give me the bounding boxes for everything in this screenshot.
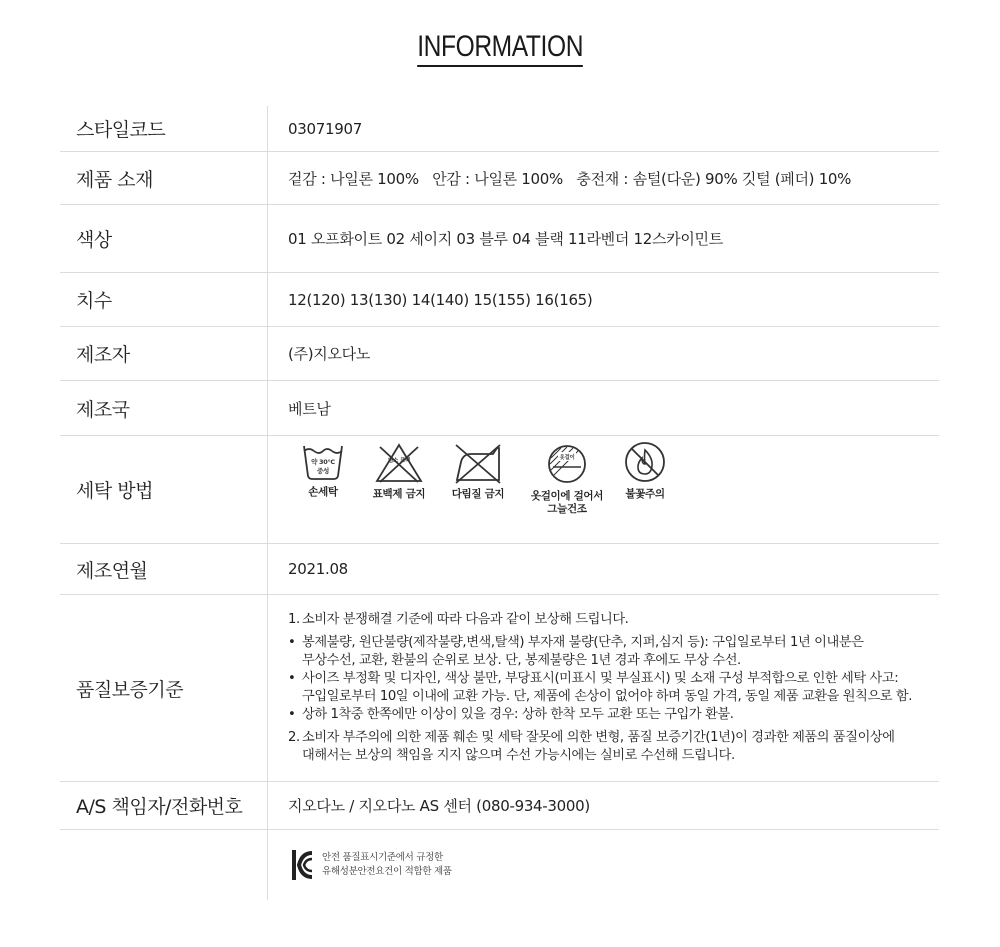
row-maker [60,327,939,381]
list-mark [288,652,302,670]
care-inner-text: 옷걸이 [559,455,575,461]
row-date [60,544,939,595]
care-item-hang-dry [519,442,615,516]
warranty-line [288,652,741,670]
row-label: 제조자 [76,344,130,366]
warranty-text-line: 무상수선, 교환, 환불의 순위로 보상. 단, 봉제불량은 1년 경과 후에도 무상 수선. [302,653,741,668]
list-mark: • [288,635,296,650]
care-icons [268,436,939,543]
warranty-text-line: 소비자 부주의에 의한 제품 훼손 및 세탁 잘못에 의한 변형, 품질 보증기간(1년)이 경과한 제품의 품질이상에 [302,730,895,745]
list-mark: • [288,707,296,722]
warranty-line [288,706,734,724]
care-caption: 다림질 금지 [451,488,505,500]
care-inner-text: 표백 [399,458,411,464]
care-caption-line: 옷걸이에 걸어서 [530,490,604,502]
row-label: 치수 [76,290,112,312]
row-value: 2021.08 [288,560,348,578]
warranty-text-line: 사이즈 부정확 및 디자인, 색상 불만, 부당표시(미표시 및 부실표시) 및 소재 구성 부적합으로 인한 세탁 사고: [302,671,899,686]
warranty-text [268,595,939,781]
row-as [60,782,939,830]
row-label: 제조국 [76,398,130,421]
no-iron-icon [453,442,503,484]
row-value: (주)지오다노 [288,345,371,363]
warranty-text-line: 대해서는 보상의 책임을 지지 않으며 수선 가능시에는 실비로 수선해 드립니다. [302,748,735,763]
warranty-text-line: 구입일로부터 10일 이내에 교환 가능. 단, 제품에 손상이 없어야 하며 동일 가격, 동일 제품 교환을 원칙으로 함. [302,689,913,704]
care-inner-text: 약 30°C [311,458,335,466]
care-caption [531,490,603,516]
row-label: 제품 소재 [76,168,153,191]
kc-text [322,851,452,879]
title-wrap [0,30,1000,67]
care-item-fire-caution [615,442,675,501]
row-value: 01 오프화이트 02 세이지 03 블루 04 블랙 11라벤더 12스카이민트 [288,230,723,248]
care-caption: 불꽃주의 [625,488,665,500]
row-warranty [60,595,939,782]
info-table [60,106,939,900]
row-label: 색상 [76,229,112,251]
warranty-line [288,747,735,765]
row-label: 품질보증기준 [76,678,184,701]
row-label: A/S 책임자/전화번호 [76,796,243,818]
row-material [60,152,939,205]
care-item-hand-wash [285,442,361,499]
row-value: 03071907 [288,119,362,138]
hand-wash-icon [301,442,345,482]
row-style-code [60,106,939,152]
row-label: 스타일코드 [76,119,166,141]
care-item-no-bleach [361,442,437,501]
kc-text-line: 유해성분안전요건이 적합한 제품 [322,866,452,877]
row-size [60,273,939,327]
kc-text-line: 안전 품질표시기준에서 규정한 [322,852,443,863]
row-care [60,436,939,544]
kc-cell [268,830,939,900]
hang-dry-shade-icon [545,442,589,486]
row-kc [60,830,939,900]
kc-certification [268,847,452,883]
warranty-line [288,611,628,629]
care-inner-text: 염소 [387,458,399,464]
row-label: 제조연월 [76,559,148,582]
care-inner-text: 중성 [317,467,329,475]
list-mark: 1. [288,612,300,627]
warranty-line [288,670,898,688]
row-value: 베트남 [288,399,331,418]
row-country [60,381,939,436]
warranty-line [288,729,895,747]
no-bleach-icon [374,442,424,484]
warranty-line [288,688,912,706]
row-label-empty [60,830,267,900]
list-mark [288,747,302,765]
care-caption: 표백제 금지 [372,488,426,500]
row-value: 겉감 : 나일론 100% 안감 : 나일론 100% 충전재 : 솜털(다운) 90% 깃털 (페더) 10% [288,169,852,188]
care-caption: 손세탁 [308,486,338,498]
list-mark: • [288,671,296,686]
row-value: 지오다노 / 지오다노 AS 센터 (080-934-3000) [288,797,590,815]
list-mark [288,688,302,706]
row-label: 세탁 방법 [76,480,153,502]
fire-caution-icon [623,442,667,486]
warranty-line [288,634,864,652]
row-value: 12(120) 13(130) 14(140) 15(155) 16(165) [288,290,593,309]
care-caption-line: 그늘건조 [547,503,587,515]
page-title: INFORMATION [417,30,583,67]
warranty-text-line: 상하 1착중 한쪽에만 이상이 있을 경우: 상하 한착 모두 교환 또는 구입가 환불. [302,707,734,722]
warranty-text-line: 소비자 분쟁해결 기준에 따라 다음과 같이 보상해 드립니다. [302,612,629,627]
list-mark: 2. [288,730,300,745]
care-item-no-iron [437,442,519,501]
warranty-text-line: 봉제불량, 원단불량(제작불량,변색,탈색) 부자재 불량(단추, 지퍼,심지 등): 구입일로부터 1년 이내분은 [302,635,864,650]
kc-mark-icon [290,847,316,883]
row-color [60,205,939,273]
